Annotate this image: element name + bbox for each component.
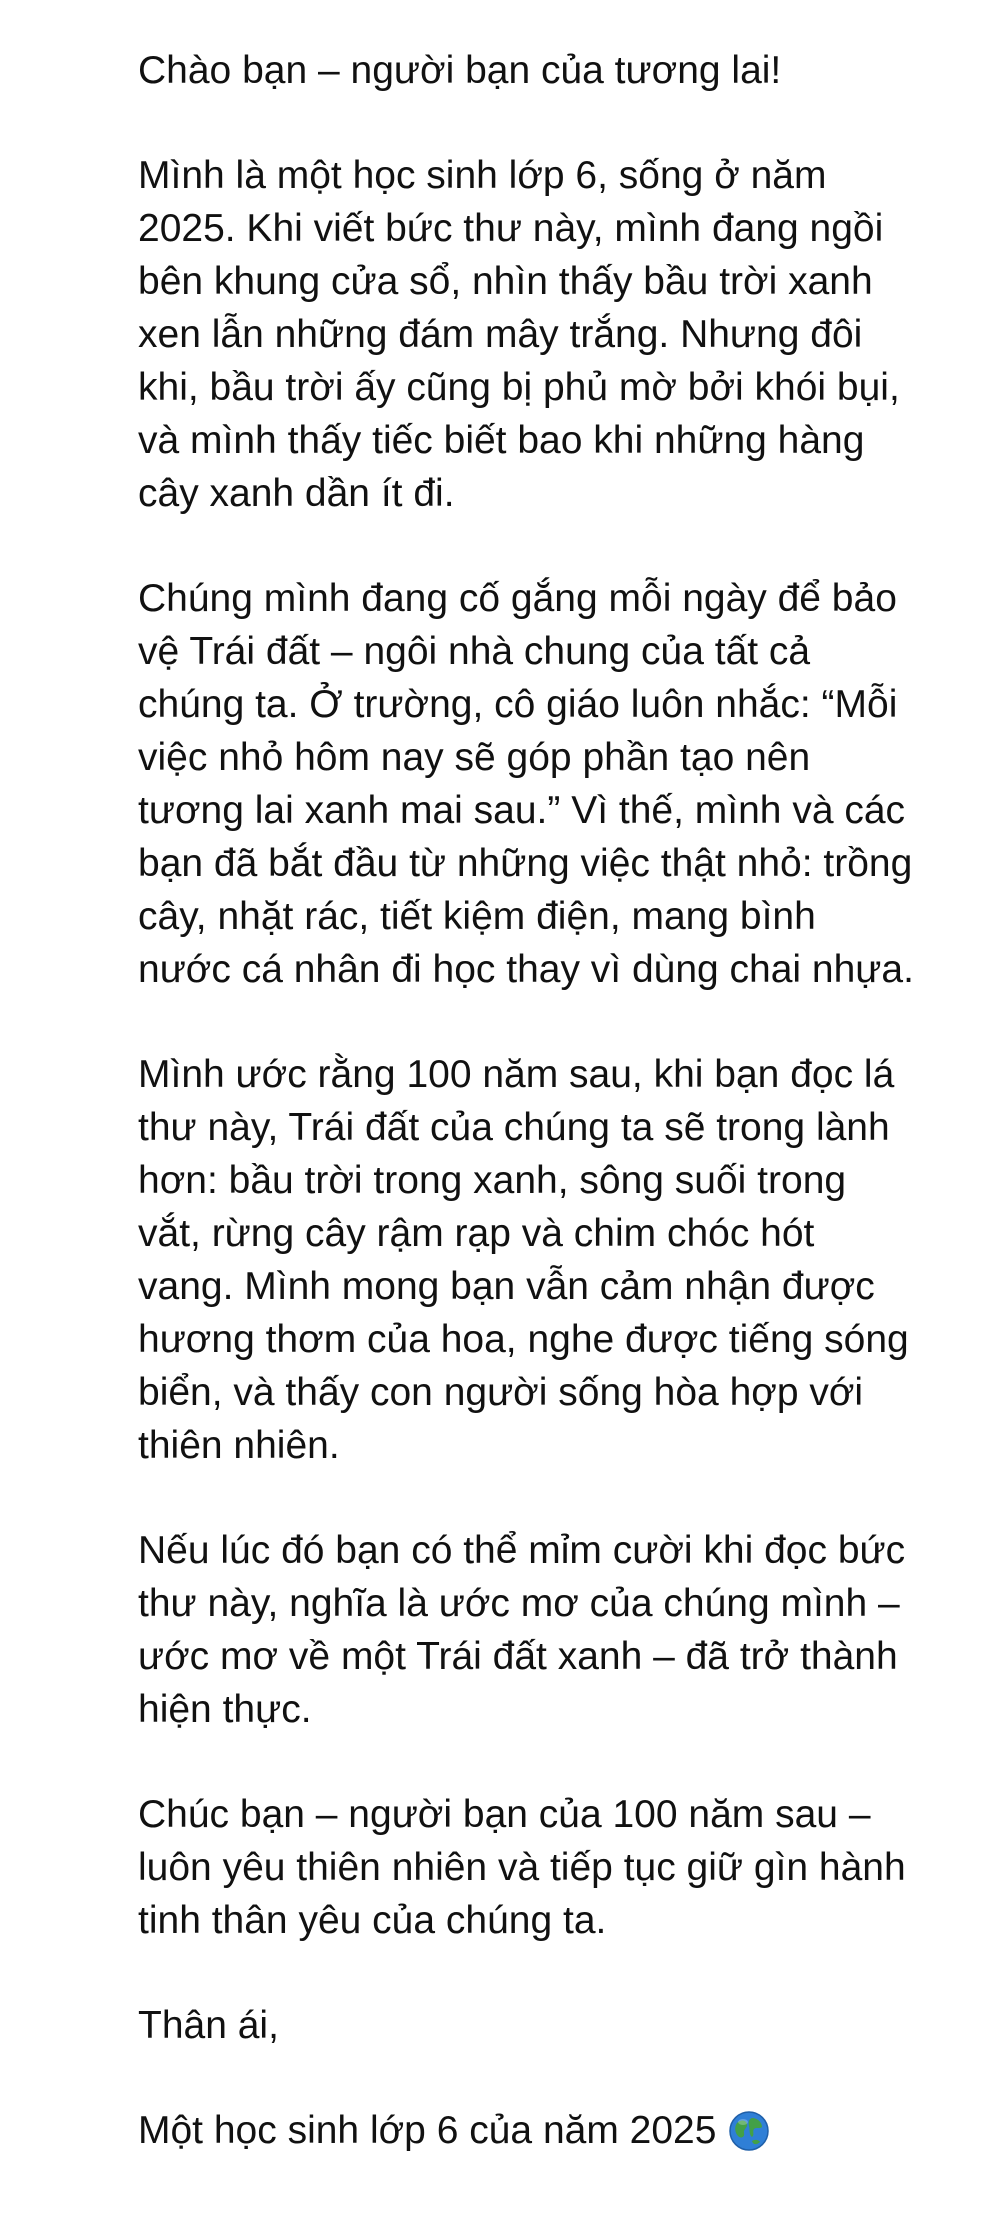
letter-paragraph-4: Nếu lúc đó bạn có thể mỉm cười khi đọc bức thư này, nghĩa là ước mơ của chúng mình – ước mơ về một Trái đất xanh – đã trở thành hiện thực. xyxy=(138,1529,906,1731)
letter-signature: Một học sinh lớp 6 của năm 2025 xyxy=(138,2109,717,2152)
letter-greeting: Chào bạn – người bạn của tương lai! xyxy=(138,49,782,92)
letter-paragraph-5: Chúc bạn – người bạn của 100 năm sau – luôn yêu thiên nhiên và tiếp tục giữ gìn hành tinh thân yêu của chúng ta. xyxy=(138,1793,906,1942)
letter-closing: Thân ái, xyxy=(138,2004,279,2047)
letter-signature-row xyxy=(138,2104,918,2157)
letter-paragraph-3: Mình ước rằng 100 năm sau, khi bạn đọc lá thư này, Trái đất của chúng ta sẽ trong lành hơn: bầu trời trong xanh, sông suối trong vắt, rừng cây rậm rạp và chim chóc hót vang. Mình mong bạn vẫn cảm nhận được hương thơm của hoa, nghe được tiếng sóng biển, và thấy con người sống hòa hợp với thiên nhiên. xyxy=(138,1053,909,1467)
letter-paragraph-2: Chúng mình đang cố gắng mỗi ngày để bảo vệ Trái đất – ngôi nhà chung của tất cả chúng ta. Ở trường, cô giáo luôn nhắc: “Mỗi việc nhỏ hôm nay sẽ góp phần tạo nên tương lai xanh mai sau.” Vì thế, mình và các bạn đã bắt đầu từ những việc thật nhỏ: trồng cây, nhặt rác, tiết kiệm điện, mang bình nước cá nhân đi học thay vì dùng chai nhựa. xyxy=(138,577,914,991)
letter-paragraph-1: Mình là một học sinh lớp 6, sống ở năm 2025. Khi viết bức thư này, mình đang ngồi bên khung cửa sổ, nhìn thấy bầu trời xanh xen lẫn những đám mây trắng. Nhưng đôi khi, bầu trời ấy cũng bị phủ mờ bởi khói bụi, và mình thấy tiếc biết bao khi những hàng cây xanh dần ít đi. xyxy=(138,154,900,515)
globe-icon xyxy=(728,2110,770,2152)
letter-body xyxy=(138,44,918,2157)
